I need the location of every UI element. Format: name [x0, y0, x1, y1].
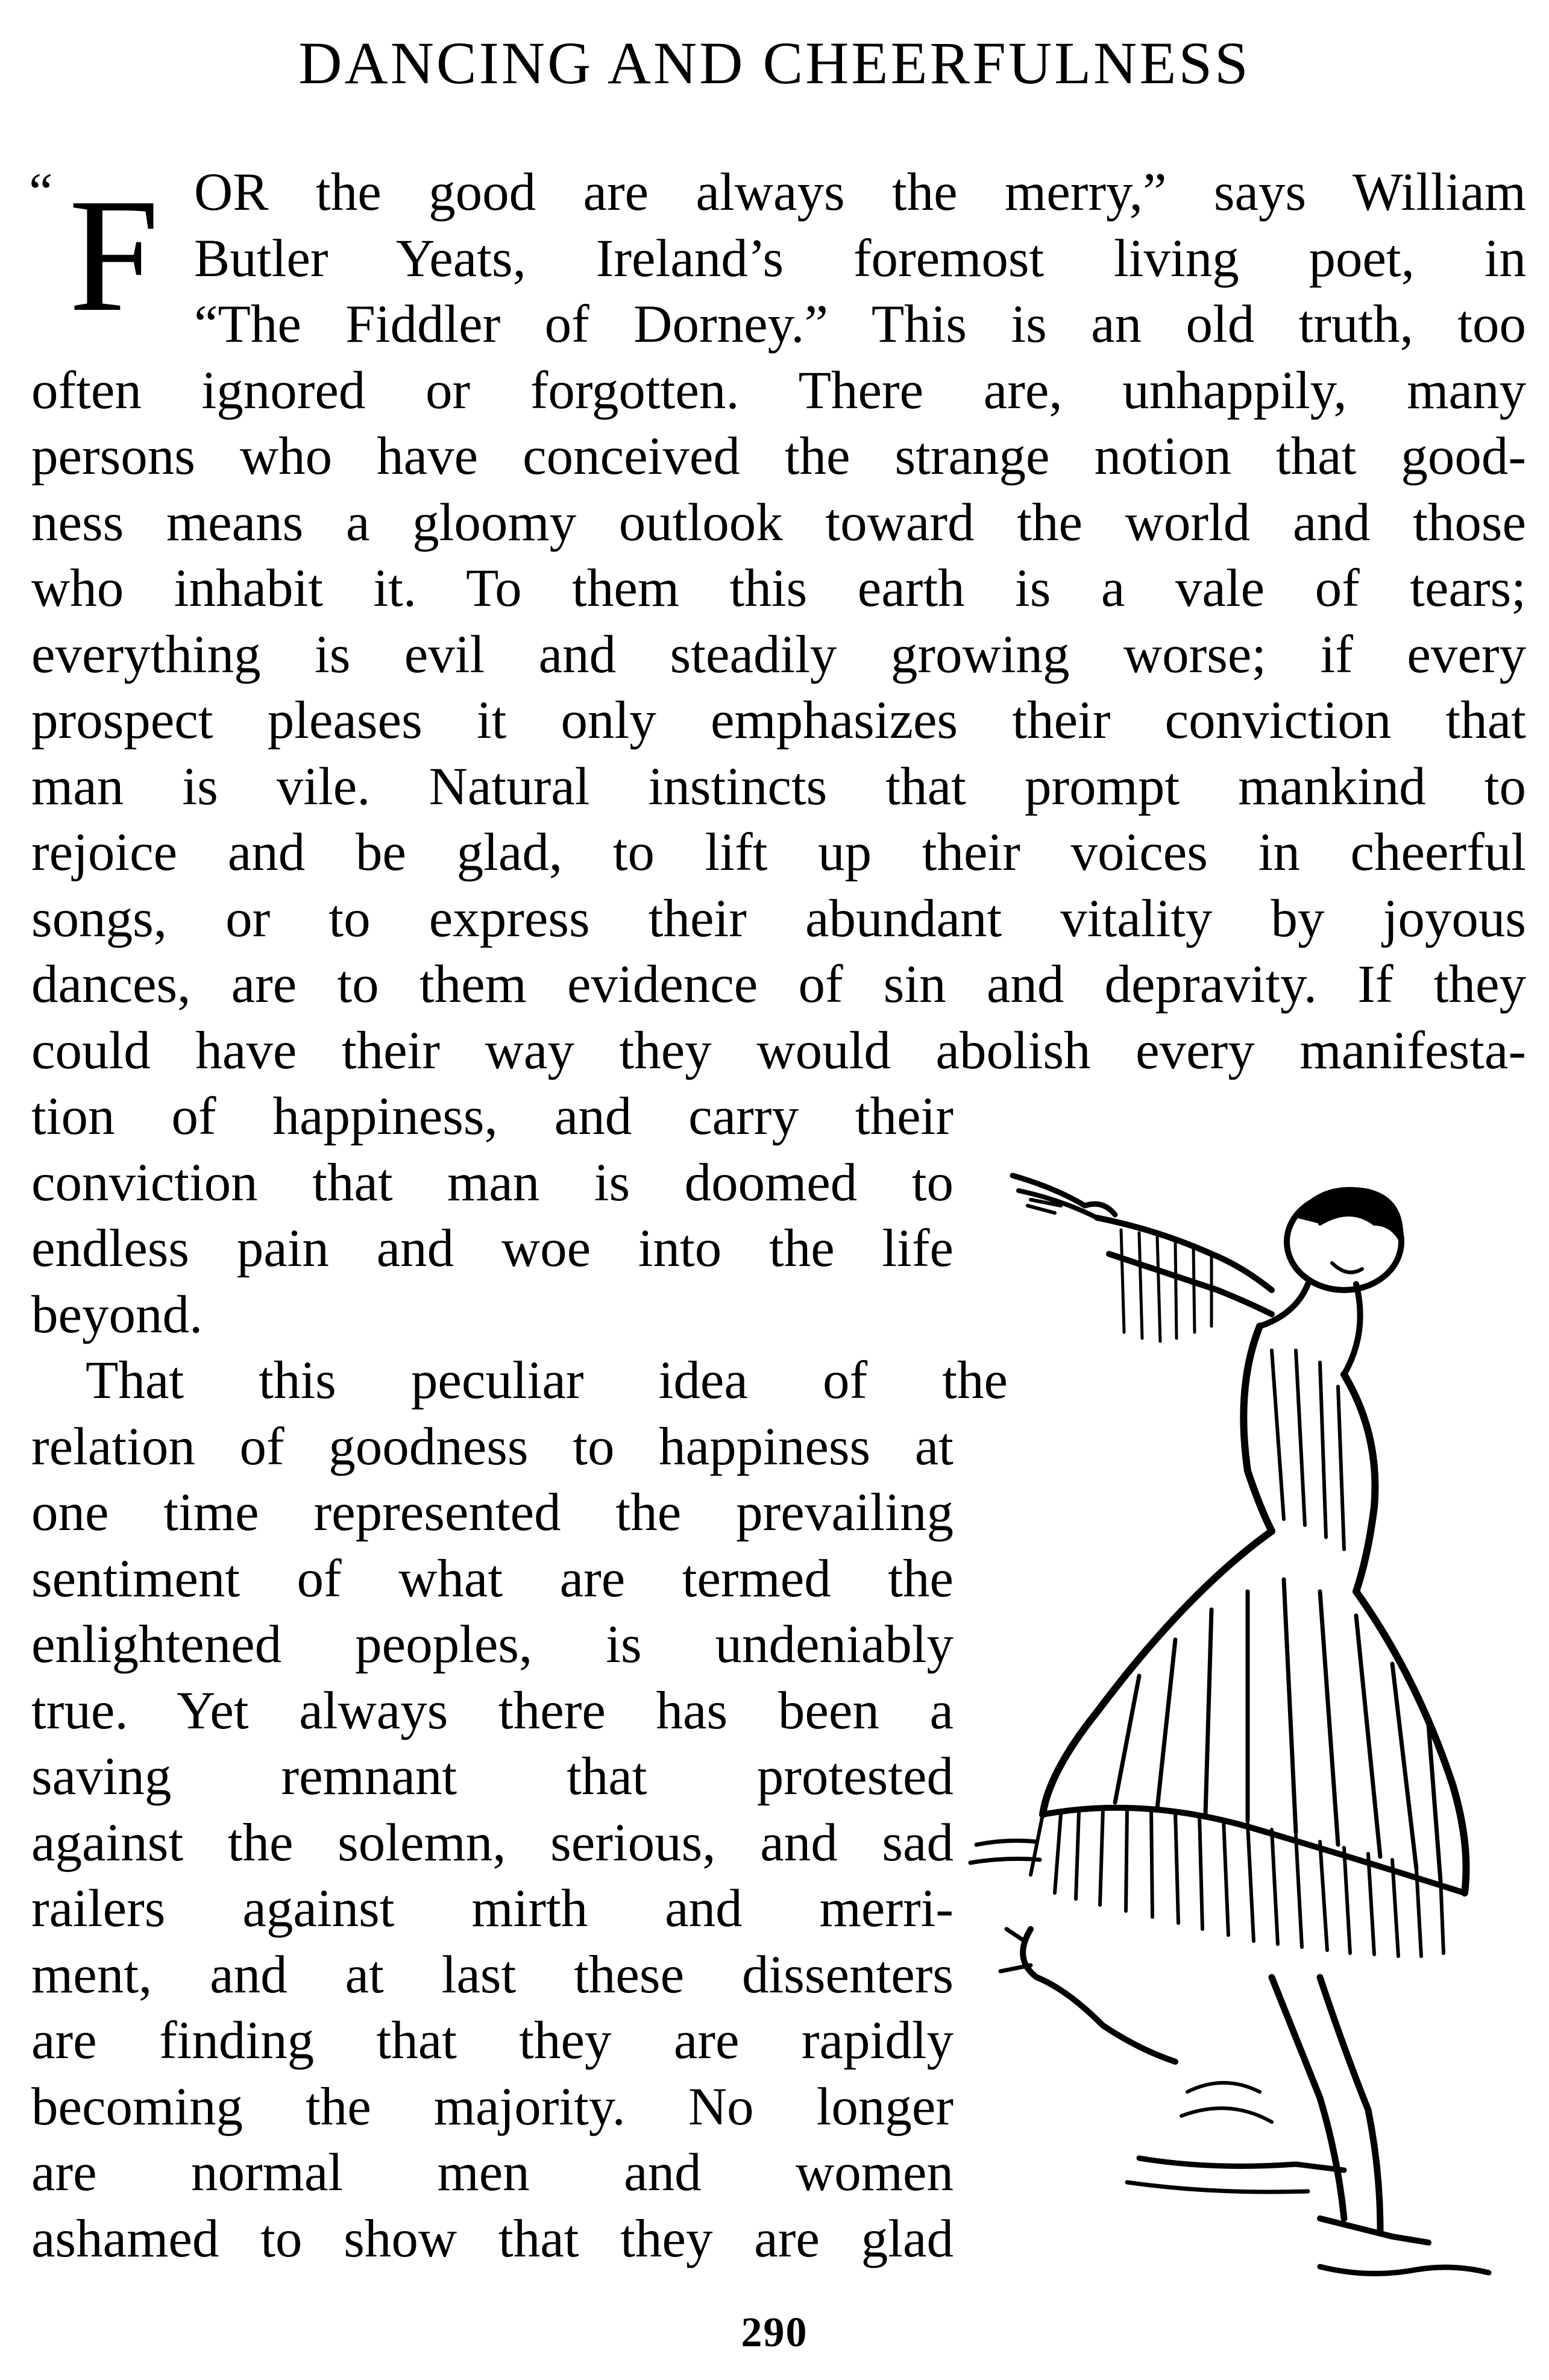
body-line-22: sentiment of what are termed the [31, 1549, 954, 1608]
dancer-drawing [958, 1133, 1537, 2321]
body-line-30: becoming the majority. No longer [31, 2077, 954, 2136]
body-line-21: one time represented the prevailing [31, 1483, 954, 1542]
body-line-9: prospect pleases it only emphasizes their conviction that [31, 691, 1526, 750]
page-number: 290 [741, 2309, 808, 2356]
body-line-11: rejoice and be glad, to lift up their voices in cheerful [31, 823, 1526, 882]
body-line-3: “The Fiddler of Dorney.” This is an old truth, too [194, 295, 1526, 354]
body-line-25: saving remnant that protested [31, 1747, 954, 1806]
body-line-5: persons who have conceived the strange notion that good- [31, 427, 1526, 486]
body-line-1: “ F OR the good are always the merry,” says William [31, 160, 1526, 226]
opening-quote: “ [29, 163, 53, 222]
body-line-14: could have their way they would abolish every manifesta- [31, 1021, 1526, 1080]
body-line-8: everything is evil and steadily growing worse; if every [31, 625, 1526, 684]
body-line-15: tion of happiness, and carry their [31, 1087, 954, 1146]
body-line-19: That this peculiar idea of the [86, 1351, 1008, 1410]
body-line-12: songs, or to express their abundant vitality by joyous [31, 889, 1526, 948]
body-line-4: often ignored or forgotten. There are, unhappily, many [31, 360, 1526, 420]
body-line-16: conviction that man is doomed to [31, 1153, 954, 1212]
body-line-24: true. Yet always there has been a [31, 1681, 954, 1740]
body-line-17: endless pain and woe into the life [31, 1219, 954, 1278]
body-line-2: Butler Yeats, Ireland’s foremost living poet, in [194, 228, 1526, 288]
body-line-26: against the solemn, serious, and sad [31, 1813, 954, 1872]
dancer-illustration [958, 1133, 1537, 2321]
body-line-27: railers against mirth and merri- [31, 1879, 954, 1938]
body-line-10: man is vile. Natural instincts that prompt mankind to [31, 757, 1526, 816]
body-line-32: ashamed to show that they are glad [31, 2209, 954, 2268]
body-line-7: who inhabit it. To them this earth is a vale of tears; [31, 559, 1526, 618]
body-line-18: beyond. [31, 1285, 203, 1344]
body-line-13: dances, are to them evidence of sin and depravity. If they [31, 955, 1526, 1014]
body-line-23: enlightened peoples, is undeniably [31, 1615, 954, 1674]
body-line-20: relation of goodness to happiness at [31, 1417, 954, 1476]
body-line-6: ness means a gloomy outlook toward the world and those [31, 493, 1526, 552]
body-line-31: are normal men and women [31, 2143, 954, 2202]
drop-cap-letter: F [69, 165, 160, 345]
body-line-28: ment, and at last these dissenters [31, 1945, 954, 2004]
body-line-29: are finding that they are rapidly [31, 2011, 954, 2070]
running-head: DANCING AND CHEERFULNESS [298, 30, 1251, 96]
